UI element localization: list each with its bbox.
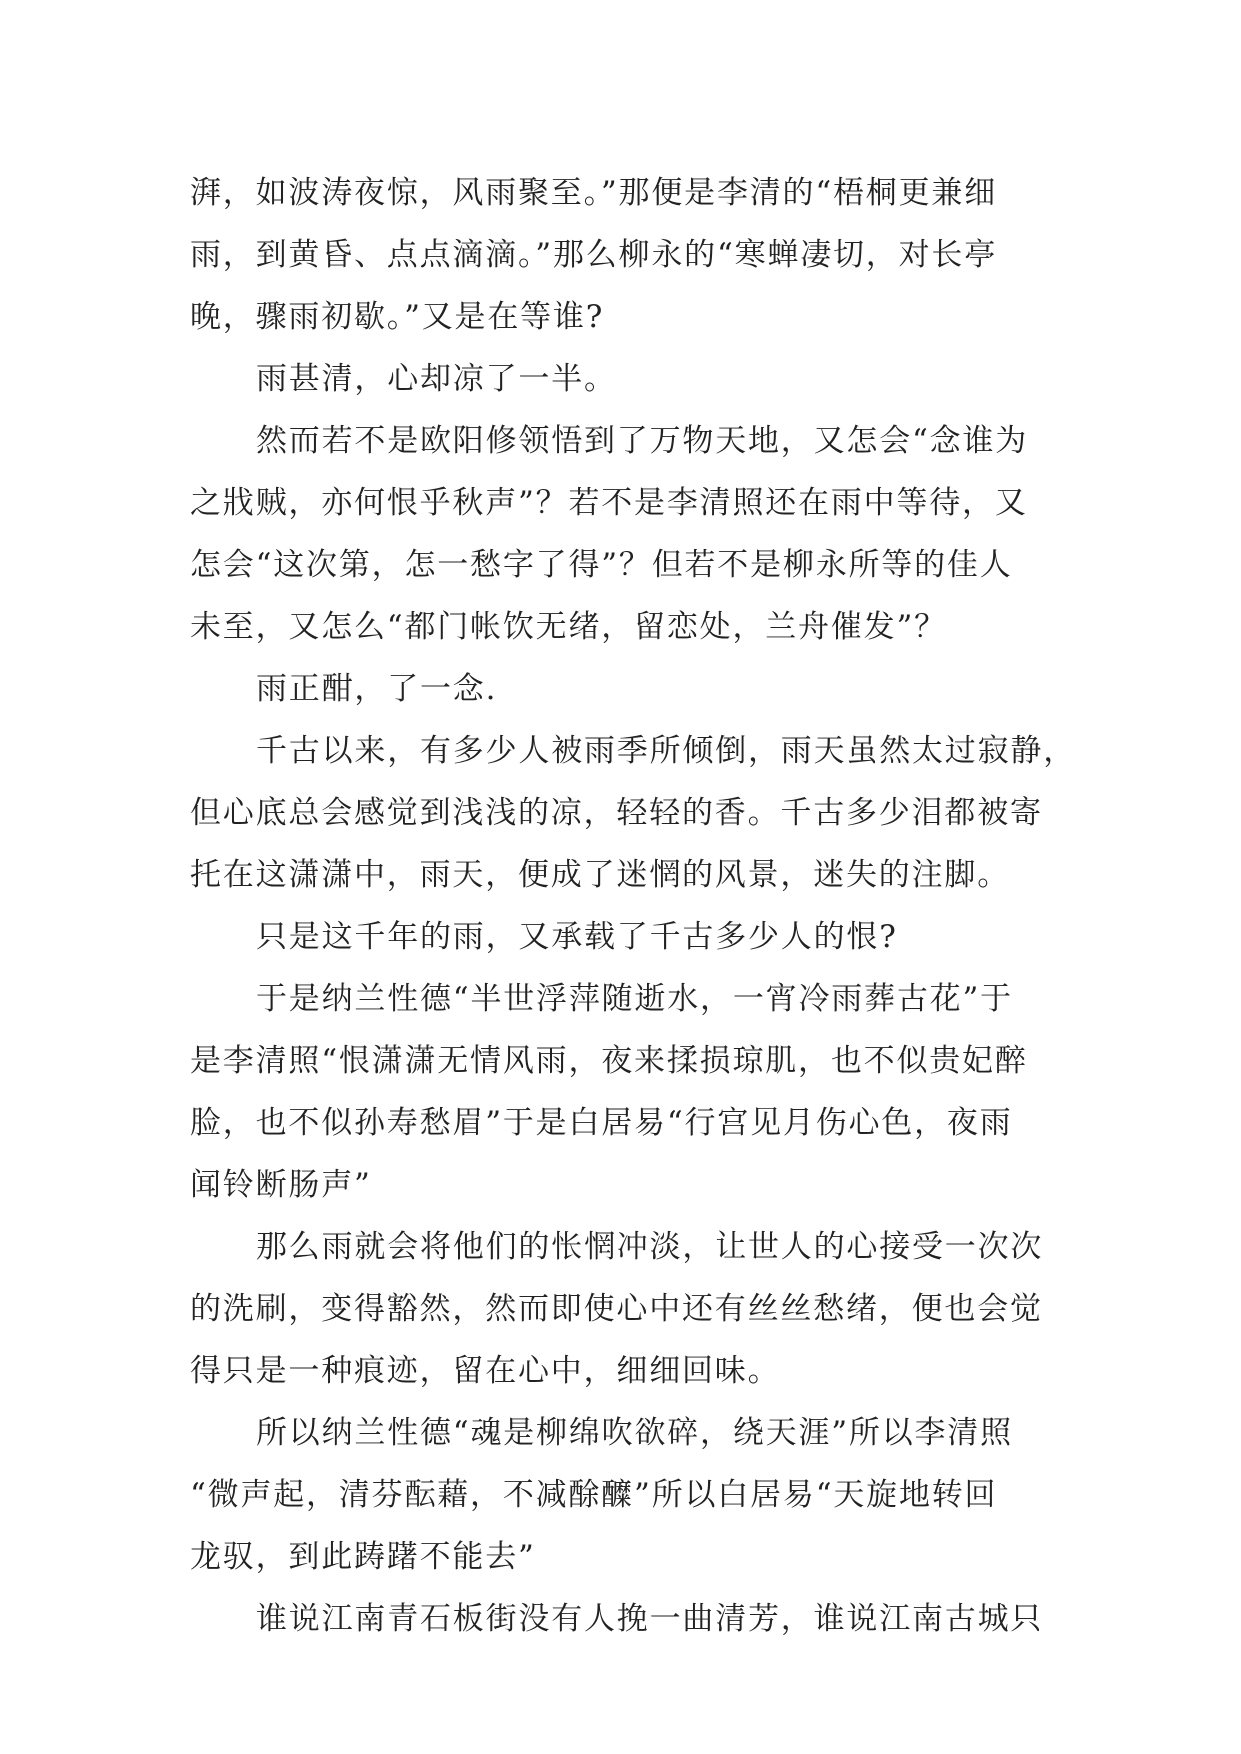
text-line: 的洗刷，变得豁然，然而即使心中还有丝丝愁绪，便也会觉 <box>190 1291 1043 1327</box>
text-line: 雨甚清，心却凉了一半。 <box>256 361 617 397</box>
text-line: 但心底总会感觉到浅浅的凉，轻轻的香。千古多少泪都被寄 <box>190 795 1043 831</box>
text-line: 托在这潇潇中，雨天，便成了迷惘的风景，迷失的注脚。 <box>190 857 1010 893</box>
text-line: 雨正酣，了一念. <box>256 671 498 707</box>
text-line: 那么雨就会将他们的怅惘冲淡，让世人的心接受一次次 <box>256 1229 1044 1265</box>
text-line: 怎会“这次第，怎一愁字了得”？但若不是柳永所等的佳人 <box>190 547 1013 583</box>
text-line: 所以纳兰性德“魂是柳绵吹欲碎，绕天涯”所以李清照 <box>256 1415 1013 1451</box>
text-line: “微声起，清芬酝藉，不减酴醾”所以白居易“天旋地转回 <box>190 1477 998 1513</box>
text-line: 湃，如波涛夜惊，风雨聚至。”那便是李清的“梧桐更兼细 <box>190 175 997 211</box>
text-line: 雨，到黄昏、点点滴滴。”那么柳永的“寒蝉凄切，对长亭 <box>190 237 997 273</box>
text-line: 谁说江南青石板街没有人挽一曲清芳，谁说江南古城只 <box>256 1601 1044 1637</box>
text-line: 晚，骤雨初歇。”又是在等谁? <box>190 299 605 335</box>
document-body <box>190 162 1076 1650</box>
text-line: 脸，也不似孙寿愁眉”于是白居易“行宫见月伤心色，夜雨 <box>190 1105 1013 1141</box>
text-line: 只是这千年的雨，又承载了千古多少人的恨? <box>256 919 898 955</box>
text-line: 是李清照“恨潇潇无情风雨，夜来揉损琼肌，也不似贵妃醉 <box>190 1043 1028 1079</box>
text-line: 龙驭，到此踌躇不能去” <box>190 1539 536 1575</box>
text-line: 于是纳兰性德“半世浮萍随逝水，一宵冷雨葬古花”于 <box>256 981 1013 1017</box>
text-line: 之戕贼，亦何恨乎秋声”？若不是李清照还在雨中等待，又 <box>190 485 1028 521</box>
text-line: 得只是一种痕迹，留在心中，细细回味。 <box>190 1353 781 1389</box>
text-line: 然而若不是欧阳修领悟到了万物天地，又怎会“念谁为 <box>256 423 1029 459</box>
text-line: 千古以来，有多少人被雨季所倾倒，雨天虽然太过寂静， <box>256 733 1076 769</box>
text-line: 闻铃断肠声” <box>190 1167 372 1203</box>
text-line: 未至，又怎么“都门帐饮无绪，留恋处，兰舟催发”？ <box>190 609 947 645</box>
